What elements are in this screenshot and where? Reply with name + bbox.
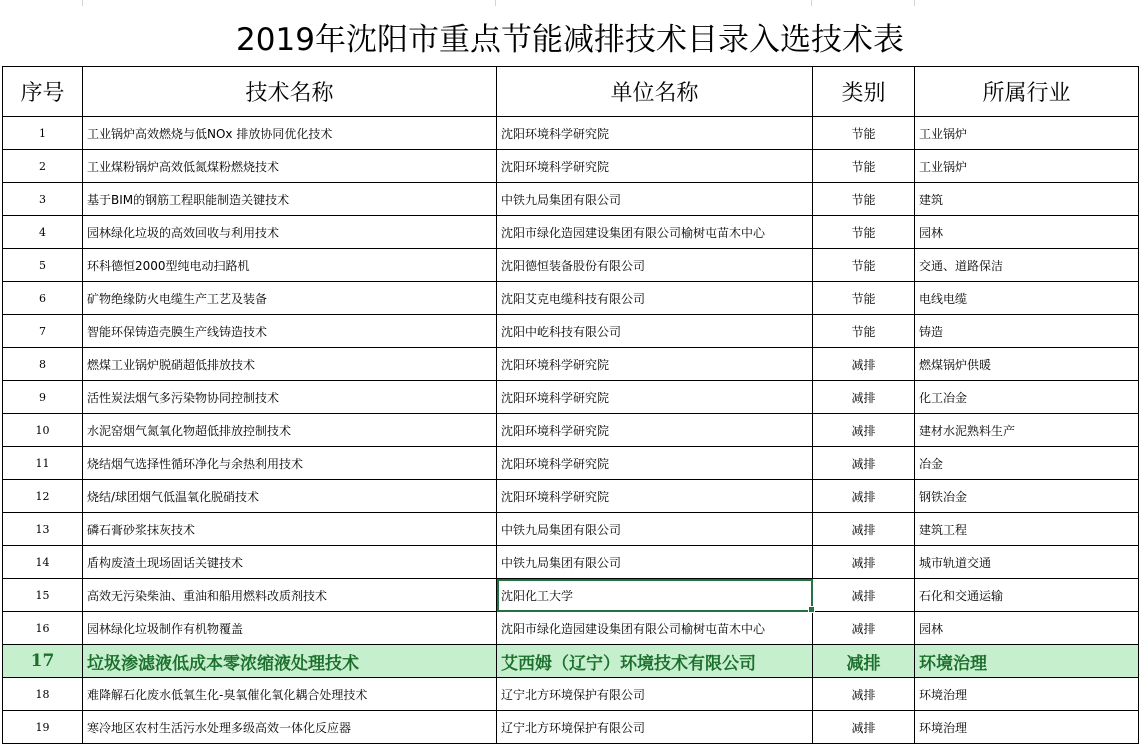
table-row bbox=[3, 117, 1139, 150]
cell-category[interactable]: 减排 bbox=[813, 480, 915, 513]
cell-index[interactable]: 13 bbox=[3, 513, 83, 546]
cell-tech-name[interactable]: 工业锅炉高效燃烧与低NOx 排放协同优化技术 bbox=[83, 117, 497, 150]
cell-category[interactable]: 节能 bbox=[813, 282, 915, 315]
header-category[interactable]: 类别 bbox=[813, 67, 915, 117]
cell-industry[interactable]: 钢铁冶金 bbox=[915, 480, 1139, 513]
cell-tech-name[interactable]: 烧结/球团烟气低温氧化脱硝技术 bbox=[83, 480, 497, 513]
table-row bbox=[3, 513, 1139, 546]
table-row bbox=[3, 414, 1139, 447]
cell-index[interactable]: 12 bbox=[3, 480, 83, 513]
cell-industry[interactable]: 交通、道路保洁 bbox=[915, 249, 1139, 282]
cell-industry[interactable]: 工业锅炉 bbox=[915, 150, 1139, 183]
cell-unit-name[interactable]: 中铁九局集团有限公司 bbox=[497, 546, 813, 579]
cell-index[interactable]: 15 bbox=[3, 579, 83, 612]
cell-unit-name[interactable]: 沈阳环境科学研究院 bbox=[497, 480, 813, 513]
cell-index[interactable]: 11 bbox=[3, 447, 83, 480]
cell-industry[interactable]: 环境治理 bbox=[915, 645, 1139, 678]
cell-category[interactable]: 节能 bbox=[813, 216, 915, 249]
header-tech-name[interactable]: 技术名称 bbox=[83, 67, 497, 117]
cell-category[interactable]: 节能 bbox=[813, 117, 915, 150]
cell-tech-name[interactable]: 水泥窑烟气氮氧化物超低排放控制技术 bbox=[83, 414, 497, 447]
cell-industry[interactable]: 燃煤锅炉供暖 bbox=[915, 348, 1139, 381]
cell-industry[interactable]: 园林 bbox=[915, 612, 1139, 645]
cell-tech-name[interactable]: 寒冷地区农村生活污水处理多级高效一体化反应器 bbox=[83, 711, 497, 744]
sheet-title[interactable]: 2019年沈阳市重点节能减排技术目录入选技术表 bbox=[2, 6, 1138, 67]
header-row bbox=[3, 67, 1139, 117]
cell-industry[interactable]: 环境治理 bbox=[915, 711, 1139, 744]
cell-tech-name[interactable]: 基于BIM的钢筋工程职能制造关键技术 bbox=[83, 183, 497, 216]
header-industry[interactable]: 所属行业 bbox=[915, 67, 1139, 117]
table-row bbox=[3, 249, 1139, 282]
cell-tech-name[interactable]: 矿物绝缘防火电缆生产工艺及装备 bbox=[83, 282, 497, 315]
table-row-highlighted bbox=[3, 645, 1139, 678]
cell-unit-name[interactable]: 沈阳艾克电缆科技有限公司 bbox=[497, 282, 813, 315]
cell-unit-name[interactable]: 沈阳环境科学研究院 bbox=[497, 348, 813, 381]
cell-industry[interactable]: 化工冶金 bbox=[915, 381, 1139, 414]
cell-unit-name[interactable]: 沈阳市绿化造园建设集团有限公司榆树屯苗木中心 bbox=[497, 216, 813, 249]
cell-index[interactable]: 3 bbox=[3, 183, 83, 216]
cell-tech-name[interactable]: 智能环保铸造壳膜生产线铸造技术 bbox=[83, 315, 497, 348]
cell-tech-name[interactable]: 难降解石化废水低氧生化-臭氧催化氧化耦合处理技术 bbox=[83, 678, 497, 711]
fill-handle[interactable] bbox=[808, 606, 815, 613]
cell-industry[interactable]: 建材水泥熟料生产 bbox=[915, 414, 1139, 447]
cell-industry[interactable]: 工业锅炉 bbox=[915, 117, 1139, 150]
cell-unit-name[interactable]: 沈阳环境科学研究院 bbox=[497, 381, 813, 414]
cell-industry[interactable]: 铸造 bbox=[915, 315, 1139, 348]
cell-category[interactable]: 减排 bbox=[813, 579, 915, 612]
cell-industry[interactable]: 园林 bbox=[915, 216, 1139, 249]
cell-tech-name[interactable]: 高效无污染柴油、重油和船用燃料改质剂技术 bbox=[83, 579, 497, 612]
cell-tech-name[interactable]: 园林绿化垃圾制作有机物覆盖 bbox=[83, 612, 497, 645]
cell-category[interactable]: 减排 bbox=[813, 678, 915, 711]
cell-unit-name[interactable]: 中铁九局集团有限公司 bbox=[497, 183, 813, 216]
cell-index[interactable]: 17 bbox=[3, 645, 83, 678]
cell-tech-name[interactable]: 工业煤粉锅炉高效低氮煤粉燃烧技术 bbox=[83, 150, 497, 183]
cell-tech-name[interactable]: 磷石膏砂浆抹灰技术 bbox=[83, 513, 497, 546]
cell-tech-name[interactable]: 环科德恒2000型纯电动扫路机 bbox=[83, 249, 497, 282]
cell-industry[interactable]: 电线电缆 bbox=[915, 282, 1139, 315]
cell-unit-name[interactable]: 中铁九局集团有限公司 bbox=[497, 513, 813, 546]
table-row bbox=[3, 711, 1139, 744]
cell-category[interactable]: 节能 bbox=[813, 150, 915, 183]
cell-unit-name[interactable]: 沈阳德恒装备股份有限公司 bbox=[497, 249, 813, 282]
cell-category[interactable]: 节能 bbox=[813, 315, 915, 348]
cell-index[interactable]: 16 bbox=[3, 612, 83, 645]
cell-unit-name[interactable]: 辽宁北方环境保护有限公司 bbox=[497, 711, 813, 744]
cell-unit-name[interactable]: 沈阳环境科学研究院 bbox=[497, 150, 813, 183]
cell-industry[interactable]: 冶金 bbox=[915, 447, 1139, 480]
cell-unit-name-selected[interactable]: 沈阳化工大学 bbox=[497, 579, 813, 612]
header-index[interactable]: 序号 bbox=[3, 67, 83, 117]
cell-unit-name[interactable]: 沈阳环境科学研究院 bbox=[497, 414, 813, 447]
cell-tech-name[interactable]: 盾构废渣土现场固话关键技术 bbox=[83, 546, 497, 579]
cell-industry[interactable]: 城市轨道交通 bbox=[915, 546, 1139, 579]
cell-category[interactable]: 减排 bbox=[813, 414, 915, 447]
cell-index[interactable]: 14 bbox=[3, 546, 83, 579]
table-row bbox=[3, 216, 1139, 249]
cell-category[interactable]: 节能 bbox=[813, 249, 915, 282]
cell-index[interactable]: 18 bbox=[3, 678, 83, 711]
cell-unit-name[interactable]: 沈阳环境科学研究院 bbox=[497, 447, 813, 480]
cell-tech-name[interactable]: 燃煤工业锅炉脱硝超低排放技术 bbox=[83, 348, 497, 381]
cell-unit-name[interactable]: 沈阳中屹科技有限公司 bbox=[497, 315, 813, 348]
cell-index[interactable]: 1 bbox=[3, 117, 83, 150]
table-row bbox=[3, 348, 1139, 381]
cell-index[interactable]: 7 bbox=[3, 315, 83, 348]
table-row bbox=[3, 183, 1139, 216]
cell-category[interactable]: 减排 bbox=[813, 612, 915, 645]
table-row bbox=[3, 150, 1139, 183]
table-row bbox=[3, 447, 1139, 480]
cell-unit-name[interactable]: 辽宁北方环境保护有限公司 bbox=[497, 678, 813, 711]
cell-industry[interactable]: 建筑工程 bbox=[915, 513, 1139, 546]
table-row bbox=[3, 579, 1139, 612]
cell-index[interactable]: 4 bbox=[3, 216, 83, 249]
cell-category[interactable]: 减排 bbox=[813, 513, 915, 546]
cell-category[interactable]: 减排 bbox=[813, 348, 915, 381]
cell-industry[interactable]: 建筑 bbox=[915, 183, 1139, 216]
cell-category[interactable]: 节能 bbox=[813, 183, 915, 216]
table-row bbox=[3, 612, 1139, 645]
cell-category[interactable]: 减排 bbox=[813, 381, 915, 414]
header-unit-name[interactable]: 单位名称 bbox=[497, 67, 813, 117]
cell-index[interactable]: 9 bbox=[3, 381, 83, 414]
cell-unit-name[interactable]: 沈阳市绿化造园建设集团有限公司榆树屯苗木中心 bbox=[497, 612, 813, 645]
cell-tech-name[interactable]: 烧结烟气选择性循环净化与余热利用技术 bbox=[83, 447, 497, 480]
table-row bbox=[3, 546, 1139, 579]
table-row bbox=[3, 678, 1139, 711]
cell-unit-name[interactable]: 艾西姆（辽宁）环境技术有限公司 bbox=[497, 645, 813, 678]
data-table bbox=[2, 66, 1139, 744]
cell-index[interactable]: 6 bbox=[3, 282, 83, 315]
table-row bbox=[3, 282, 1139, 315]
cell-industry[interactable]: 石化和交通运输 bbox=[915, 579, 1139, 612]
cell-index[interactable]: 10 bbox=[3, 414, 83, 447]
cell-category[interactable]: 减排 bbox=[813, 447, 915, 480]
table-row bbox=[3, 315, 1139, 348]
cell-category[interactable]: 减排 bbox=[813, 546, 915, 579]
cell-unit-name[interactable]: 沈阳环境科学研究院 bbox=[497, 117, 813, 150]
cell-industry[interactable]: 环境治理 bbox=[915, 678, 1139, 711]
cell-tech-name[interactable]: 园林绿化垃圾的高效回收与利用技术 bbox=[83, 216, 497, 249]
table-row bbox=[3, 381, 1139, 414]
cell-index[interactable]: 2 bbox=[3, 150, 83, 183]
cell-tech-name[interactable]: 活性炭法烟气多污染物协同控制技术 bbox=[83, 381, 497, 414]
cell-index[interactable]: 8 bbox=[3, 348, 83, 381]
cell-category[interactable]: 减排 bbox=[813, 711, 915, 744]
cell-category[interactable]: 减排 bbox=[813, 645, 915, 678]
cell-index[interactable]: 5 bbox=[3, 249, 83, 282]
cell-index[interactable]: 19 bbox=[3, 711, 83, 744]
cell-tech-name[interactable]: 垃圾渗滤液低成本零浓缩液处理技术 bbox=[83, 645, 497, 678]
table-row bbox=[3, 480, 1139, 513]
